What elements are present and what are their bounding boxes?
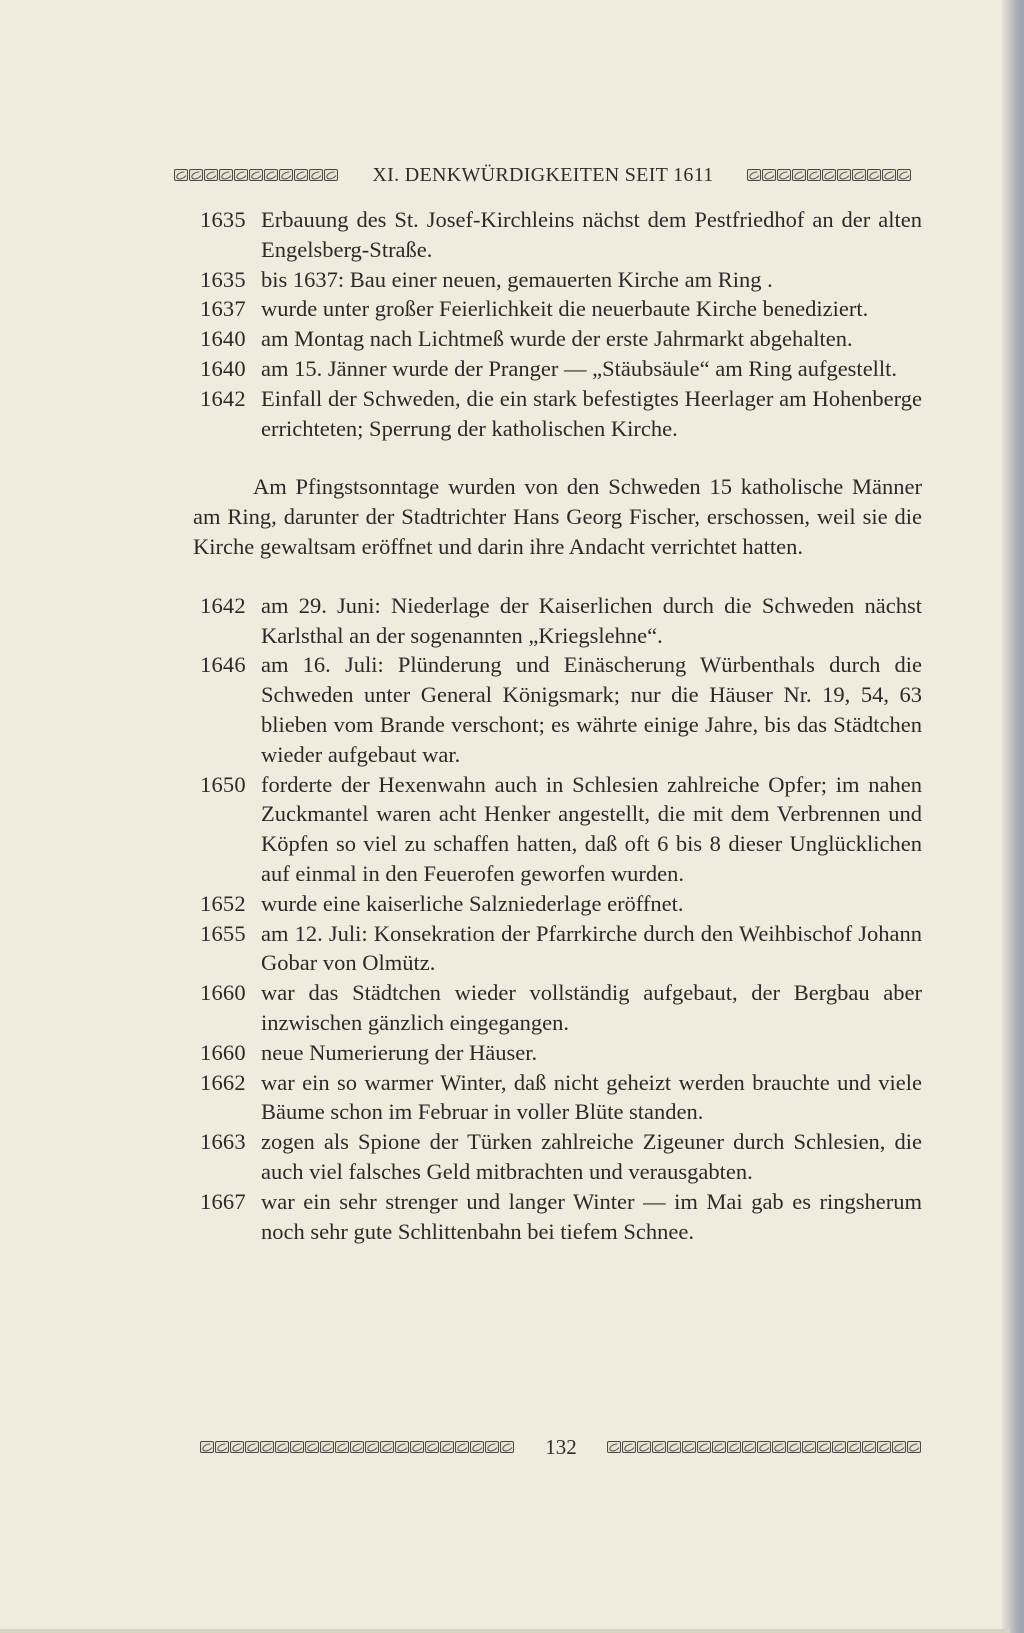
entry-year: 1655 bbox=[200, 920, 246, 946]
knot-segment-icon bbox=[712, 1441, 726, 1453]
chronology-entry bbox=[200, 919, 922, 979]
knot-segment-icon bbox=[279, 169, 293, 181]
knot-segment-icon bbox=[455, 1441, 469, 1453]
entry-text: am Montag nach Lichtmeß wurde der erste Jahrmarkt abgehalten. bbox=[261, 326, 853, 352]
entry-text: am 12. Juli: Konsekration der Pfarrkirche durch den Weihbischof Johann Gobar von Olmütz. bbox=[261, 920, 922, 976]
knot-segment-icon bbox=[822, 169, 836, 181]
entry-year: 1640 bbox=[200, 326, 246, 352]
knot-segment-icon bbox=[324, 169, 338, 181]
knot-segment-icon bbox=[200, 1441, 214, 1453]
entry-text: neue Numerierung der Häuser. bbox=[261, 1039, 538, 1065]
knot-segment-icon bbox=[607, 1441, 621, 1453]
knot-segment-icon bbox=[792, 169, 806, 181]
entry-year: 1667 bbox=[200, 1188, 246, 1214]
entry-year: 1663 bbox=[200, 1129, 246, 1155]
knot-segment-icon bbox=[772, 1441, 786, 1453]
celtic-knot-ornament-icon bbox=[174, 168, 339, 182]
knot-segment-icon bbox=[234, 169, 248, 181]
entry-text: zogen als Spione der Türken zahlreiche Zigeuner durch Schlesien, die auch viel falsches Geld mitbrachten und verausgabten. bbox=[261, 1129, 922, 1184]
knot-segment-icon bbox=[230, 1441, 244, 1453]
entry-year: 1660 bbox=[200, 980, 246, 1006]
knot-segment-icon bbox=[425, 1441, 439, 1453]
knot-segment-icon bbox=[667, 1441, 681, 1453]
chronology-entry bbox=[200, 205, 922, 265]
entry-text: wurde eine kaiserliche Salzniederlage eröffnet. bbox=[261, 890, 684, 916]
page-footer bbox=[200, 1434, 922, 1460]
chronology-entry bbox=[200, 1187, 922, 1247]
chronology-entry bbox=[200, 650, 922, 769]
knot-segment-icon bbox=[305, 1441, 319, 1453]
knot-segment-icon bbox=[365, 1441, 379, 1453]
knot-segment-icon bbox=[832, 1441, 846, 1453]
knot-segment-icon bbox=[350, 1441, 364, 1453]
knot-segment-icon bbox=[652, 1441, 666, 1453]
knot-segment-icon bbox=[485, 1441, 499, 1453]
chronology-list-before bbox=[200, 205, 922, 443]
entry-text: war ein sehr strenger und langer Winter — im Mai gab es ringsherum noch sehr gute Schlittenbahn bei tiefem Schnee. bbox=[261, 1188, 922, 1244]
knot-segment-icon bbox=[335, 1441, 349, 1453]
knot-segment-icon bbox=[622, 1441, 636, 1453]
chronology-entry bbox=[200, 354, 922, 384]
entry-text: bis 1637: Bau einer neuen, gemauerten Kirche am Ring . bbox=[261, 266, 773, 292]
knot-segment-icon bbox=[245, 1441, 259, 1453]
entry-year: 1652 bbox=[200, 890, 246, 916]
knot-segment-icon bbox=[807, 169, 821, 181]
chronology-entry bbox=[200, 384, 922, 444]
knot-segment-icon bbox=[862, 1441, 876, 1453]
entry-year: 1642 bbox=[200, 592, 246, 618]
celtic-knot-ornament-icon bbox=[747, 168, 912, 182]
entry-text: war ein so warmer Winter, daß nicht geheizt werden brauchte und viele Bäume schon im Februar in voller Blüte standen. bbox=[261, 1069, 922, 1125]
entry-text: wurde unter großer Feierlichkeit die neuerbaute Kirche benediziert. bbox=[261, 296, 869, 322]
knot-segment-icon bbox=[882, 169, 896, 181]
knot-segment-icon bbox=[290, 1441, 304, 1453]
chronology-entry bbox=[200, 294, 922, 324]
knot-segment-icon bbox=[275, 1441, 289, 1453]
entry-text: Einfall der Schweden, die ein stark befestigtes Heerlager am Hohenberge errichteten; Sperrung der katholischen Kirche. bbox=[261, 385, 922, 441]
knot-segment-icon bbox=[204, 169, 218, 181]
knot-segment-icon bbox=[294, 169, 308, 181]
body-paragraph: Am Pfingstsonntage wurden von den Schweden 15 katholische Männer am Ring, darunter der Stadtrichter Hans Georg Fischer, erschossen, weil sie die Kirche gewaltsam eröffnet und darin ihre Andacht verrichtet hatten. bbox=[193, 474, 922, 559]
knot-segment-icon bbox=[867, 169, 881, 181]
knot-segment-icon bbox=[320, 1441, 334, 1453]
knot-segment-icon bbox=[215, 1441, 229, 1453]
entry-year: 1640 bbox=[200, 355, 246, 381]
entry-year: 1646 bbox=[200, 652, 246, 678]
entry-year: 1637 bbox=[200, 296, 246, 322]
entry-text: forderte der Hexenwahn auch in Schlesien zahlreiche Opfer; im nahen Zuckmantel waren acht Henker angestellt, die mit dem Verbrennen und Köpfen so viel zu schaffen hatten, daß oft 6 bis 8 dieser Unglücklichen auf einmal in den Feuerofen geworfen wurden. bbox=[261, 771, 922, 886]
knot-segment-icon bbox=[470, 1441, 484, 1453]
running-header bbox=[174, 163, 912, 187]
page-edge-shadow bbox=[1002, 0, 1024, 1633]
chronology-list-after bbox=[200, 591, 922, 1247]
knot-segment-icon bbox=[837, 169, 851, 181]
knot-segment-icon bbox=[380, 1441, 394, 1453]
page-bottom-edge bbox=[0, 1629, 1010, 1633]
entry-year: 1650 bbox=[200, 771, 246, 797]
knot-segment-icon bbox=[907, 1441, 921, 1453]
knot-segment-icon bbox=[787, 1441, 801, 1453]
knot-segment-icon bbox=[747, 169, 761, 181]
chronology-entry bbox=[200, 978, 922, 1038]
entry-text: am 16. Juli: Plünderung und Einäscherung Würbenthals durch die Schweden unter General Königsmark; nur die Häuser Nr. 19, 54, 63 blieben vom Brande verschont; es währte einige Jahre, bis das Städtchen wieder aufgebaut war. bbox=[261, 652, 922, 767]
entry-year: 1660 bbox=[200, 1039, 246, 1065]
knot-segment-icon bbox=[727, 1441, 741, 1453]
knot-segment-icon bbox=[189, 169, 203, 181]
knot-segment-icon bbox=[682, 1441, 696, 1453]
entry-text: am 29. Juni: Niederlage der Kaiserlichen durch die Schweden nächst Karlsthal an der sogenannten „Kriegslehne“. bbox=[261, 592, 922, 648]
knot-segment-icon bbox=[249, 169, 263, 181]
knot-segment-icon bbox=[264, 169, 278, 181]
page-number: 132 bbox=[545, 1434, 577, 1459]
knot-segment-icon bbox=[742, 1441, 756, 1453]
entry-text: Erbauung des St. Josef-Kirchleins nächst dem Pestfriedhof an der alten Engelsberg-Straße. bbox=[261, 207, 922, 262]
celtic-knot-ornament-icon bbox=[200, 1440, 515, 1454]
knot-segment-icon bbox=[260, 1441, 274, 1453]
knot-segment-icon bbox=[637, 1441, 651, 1453]
chapter-title: XI. DENKWÜRDIGKEITEN SEIT 1611 bbox=[372, 163, 714, 186]
page-body bbox=[193, 205, 922, 1246]
knot-segment-icon bbox=[852, 169, 866, 181]
chronology-entry bbox=[200, 1038, 922, 1068]
entry-year: 1635 bbox=[200, 207, 246, 232]
knot-segment-icon bbox=[500, 1441, 514, 1453]
entry-text: war das Städtchen wieder vollständig aufgebaut, der Bergbau aber inzwischen gänzlich eingegangen. bbox=[261, 980, 922, 1035]
chronology-entry bbox=[200, 324, 922, 354]
knot-segment-icon bbox=[440, 1441, 454, 1453]
knot-segment-icon bbox=[762, 169, 776, 181]
knot-segment-icon bbox=[802, 1441, 816, 1453]
celtic-knot-ornament-icon bbox=[607, 1440, 922, 1454]
entry-year: 1635 bbox=[200, 266, 246, 292]
knot-segment-icon bbox=[219, 169, 233, 181]
knot-segment-icon bbox=[410, 1441, 424, 1453]
chronology-entry bbox=[200, 591, 922, 651]
entry-year: 1662 bbox=[200, 1069, 246, 1095]
chronology-entry bbox=[200, 265, 922, 295]
chronology-entry bbox=[200, 889, 922, 919]
knot-segment-icon bbox=[395, 1441, 409, 1453]
knot-segment-icon bbox=[697, 1441, 711, 1453]
knot-segment-icon bbox=[897, 169, 911, 181]
knot-segment-icon bbox=[757, 1441, 771, 1453]
knot-segment-icon bbox=[174, 169, 188, 181]
chronology-entry bbox=[200, 1127, 922, 1187]
knot-segment-icon bbox=[892, 1441, 906, 1453]
knot-segment-icon bbox=[309, 169, 323, 181]
chronology-entry bbox=[200, 770, 922, 889]
knot-segment-icon bbox=[847, 1441, 861, 1453]
knot-segment-icon bbox=[777, 169, 791, 181]
knot-segment-icon bbox=[817, 1441, 831, 1453]
chronology-entry bbox=[200, 1068, 922, 1128]
knot-segment-icon bbox=[877, 1441, 891, 1453]
entry-text: am 15. Jänner wurde der Pranger — „Stäubsäule“ am Ring aufgestellt. bbox=[261, 355, 898, 381]
entry-year: 1642 bbox=[200, 385, 246, 411]
